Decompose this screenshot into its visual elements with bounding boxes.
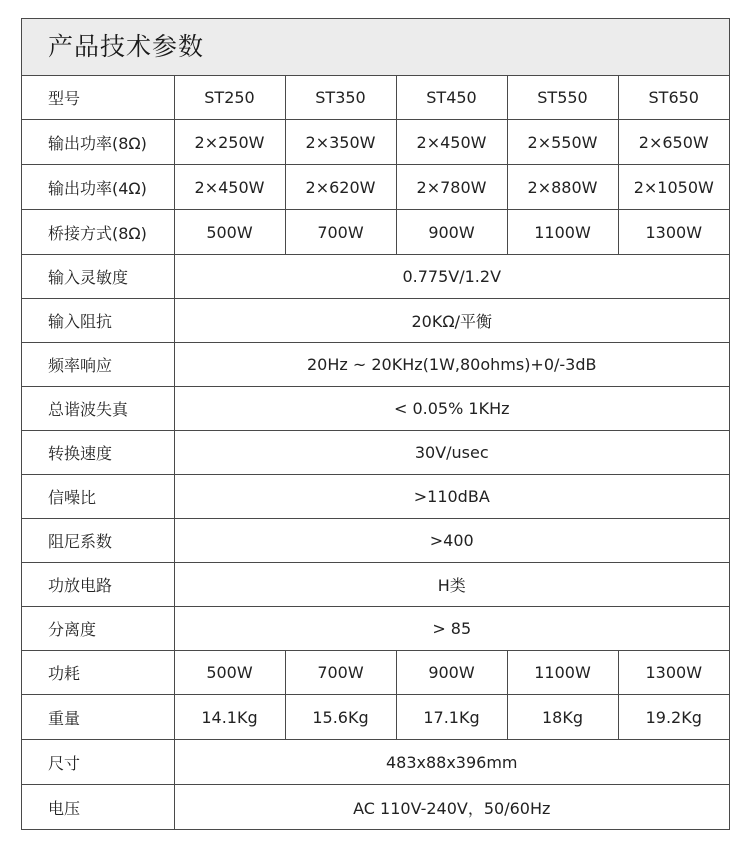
row-bridge-mode <box>22 210 729 255</box>
row-label: 阻尼系数 <box>22 519 174 563</box>
cell-value: 2×350W <box>285 120 396 165</box>
cell-value: 1100W <box>507 210 618 255</box>
row-output-8ohm <box>22 120 729 165</box>
row-input-sensitivity <box>22 255 729 299</box>
spec-table <box>22 76 729 829</box>
row-label: 桥接方式(8Ω) <box>22 210 174 255</box>
cell-value: 15.6Kg <box>285 695 396 740</box>
cell-value: 900W <box>396 210 507 255</box>
cell-value: 2×650W <box>618 120 729 165</box>
cell-value: 2×450W <box>396 120 507 165</box>
cell-value-merged: 20Hz ~ 20KHz(1W,80ohms)+0/-3dB <box>174 343 729 387</box>
row-label: 转换速度 <box>22 431 174 475</box>
cell-value: ST250 <box>174 76 285 120</box>
sheet-title: 产品技术参数 <box>22 19 729 76</box>
row-dimensions <box>22 740 729 785</box>
cell-value-merged: 0.775V/1.2V <box>174 255 729 299</box>
row-slew-rate <box>22 431 729 475</box>
cell-value: 1300W <box>618 210 729 255</box>
row-label: 总谐波失真 <box>22 387 174 431</box>
row-separation <box>22 607 729 651</box>
cell-value-merged: >400 <box>174 519 729 563</box>
cell-value: 14.1Kg <box>174 695 285 740</box>
row-weight <box>22 695 729 740</box>
row-amp-circuit <box>22 563 729 607</box>
row-thd <box>22 387 729 431</box>
cell-value: 2×880W <box>507 165 618 210</box>
row-label: 分离度 <box>22 607 174 651</box>
cell-value-merged: < 0.05% 1KHz <box>174 387 729 431</box>
cell-value: 18Kg <box>507 695 618 740</box>
cell-value: 2×1050W <box>618 165 729 210</box>
cell-value: 2×780W <box>396 165 507 210</box>
cell-value: 900W <box>396 651 507 695</box>
row-label: 重量 <box>22 695 174 740</box>
row-frequency-response <box>22 343 729 387</box>
cell-value: 17.1Kg <box>396 695 507 740</box>
cell-value: 2×450W <box>174 165 285 210</box>
row-output-4ohm <box>22 165 729 210</box>
row-label: 输入灵敏度 <box>22 255 174 299</box>
cell-value: ST650 <box>618 76 729 120</box>
row-model <box>22 76 729 120</box>
cell-value: 19.2Kg <box>618 695 729 740</box>
cell-value: ST550 <box>507 76 618 120</box>
cell-value-merged: AC 110V-240V，50/60Hz <box>353 798 551 818</box>
row-snr <box>22 475 729 519</box>
cell-value: 500W <box>174 210 285 255</box>
row-voltage <box>22 785 729 830</box>
row-label: 信噪比 <box>22 475 174 519</box>
row-label: 尺寸 <box>22 740 174 785</box>
row-damping-factor <box>22 519 729 563</box>
row-label: 输出功率(8Ω) <box>22 120 174 165</box>
row-label: 功放电路 <box>22 563 174 607</box>
cell-value-merged: > 85 <box>174 607 729 651</box>
cell-value: ST350 <box>285 76 396 120</box>
row-input-impedance <box>22 299 729 343</box>
row-label: 输入阻抗 <box>22 299 174 343</box>
cell-value-merged: 30V/usec <box>174 431 729 475</box>
cell-value: 2×250W <box>174 120 285 165</box>
row-label: 功耗 <box>22 651 174 695</box>
row-label: 电压 <box>22 785 174 830</box>
cell-value: 1300W <box>618 651 729 695</box>
row-label: 输出功率(4Ω) <box>22 165 174 210</box>
cell-value: 2×550W <box>507 120 618 165</box>
cell-value: 2×620W <box>285 165 396 210</box>
row-label: 型号 <box>22 76 174 120</box>
row-power-consumption <box>22 651 729 695</box>
cell-value: 500W <box>174 651 285 695</box>
row-label: 频率响应 <box>22 343 174 387</box>
cell-value-merged: 483x88x396mm <box>174 740 729 785</box>
spec-sheet <box>21 18 730 830</box>
cell-value-merged: H类 <box>174 563 729 607</box>
cell-value: ST450 <box>396 76 507 120</box>
cell-value-merged: >110dBA <box>174 475 729 519</box>
cell-value: 1100W <box>507 651 618 695</box>
cell-value-merged: 20KΩ/平衡 <box>174 299 729 343</box>
cell-value: 700W <box>285 651 396 695</box>
cell-value: 700W <box>285 210 396 255</box>
